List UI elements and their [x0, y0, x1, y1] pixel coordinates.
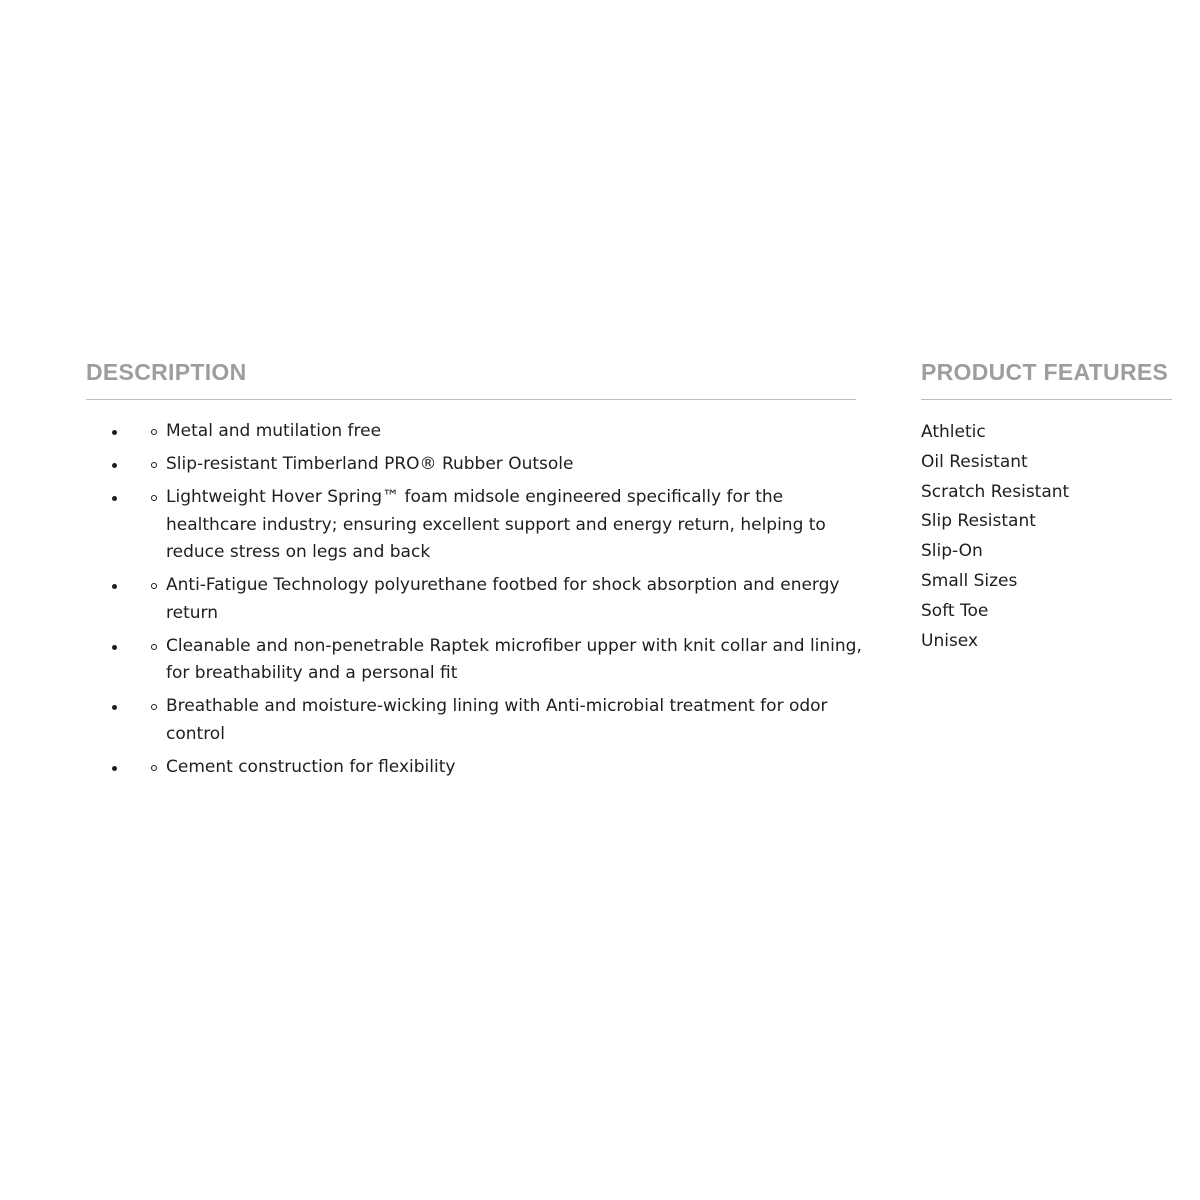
description-item-text: Anti-Fatigue Technology polyurethane footbed for shock absorption and energy return — [166, 575, 840, 623]
description-item-text: Metal and mutilation free — [166, 421, 382, 441]
description-item-text: Breathable and moisture-wicking lining with Anti-microbial treatment for odor control — [166, 696, 828, 744]
description-item — [86, 451, 866, 479]
bullet-disc-icon — [112, 584, 117, 589]
bullet-circle-icon — [151, 704, 157, 710]
description-item-text: Slip-resistant Timberland PRO® Rubber Outsole — [166, 454, 574, 474]
feature-item: Small Sizes — [921, 570, 1018, 591]
description-heading: DESCRIPTION — [86, 359, 247, 385]
bullet-circle-icon — [151, 462, 157, 468]
description-item — [86, 754, 866, 782]
bullet-circle-icon — [151, 644, 157, 650]
feature-item: Scratch Resistant — [921, 481, 1070, 502]
bullet-circle-icon — [151, 495, 157, 501]
bullet-disc-icon — [112, 705, 117, 710]
bullet-circle-icon — [151, 429, 157, 435]
bullet-disc-icon — [112, 430, 117, 435]
description-item-text: Cleanable and non-penetrable Raptek microfiber upper with knit collar and lining, for breathability and a personal fit — [166, 635, 862, 683]
bullet-circle-icon — [151, 583, 157, 589]
description-list — [86, 418, 866, 787]
product-features-heading: PRODUCT FEATURES — [921, 359, 1169, 385]
description-item-text: Cement construction for flexibility — [166, 756, 456, 777]
description-item — [86, 572, 866, 627]
description-item-text: Lightweight Hover Spring™ foam midsole engineered specifically for the healthcare industry; ensuring excellent support and energy return, helping to reduce stress on legs and back — [166, 487, 826, 562]
feature-item: Oil Resistant — [921, 451, 1028, 472]
description-item — [86, 633, 866, 688]
bullet-disc-icon — [112, 645, 117, 650]
feature-item: Soft Toe — [921, 600, 989, 621]
bullet-disc-icon — [112, 766, 117, 771]
feature-item: Unisex — [921, 630, 979, 651]
description-item — [86, 484, 866, 567]
product-features-list — [921, 418, 1191, 656]
feature-item: Slip-On — [921, 541, 983, 562]
bullet-disc-icon — [112, 496, 117, 501]
bullet-disc-icon — [112, 463, 117, 468]
description-item — [86, 693, 866, 748]
product-features-divider — [921, 399, 1172, 400]
bullet-circle-icon — [151, 765, 157, 771]
description-item — [86, 418, 866, 446]
description-divider — [86, 399, 856, 400]
feature-item: Slip Resistant — [921, 511, 1036, 532]
feature-item: Athletic — [921, 422, 986, 442]
